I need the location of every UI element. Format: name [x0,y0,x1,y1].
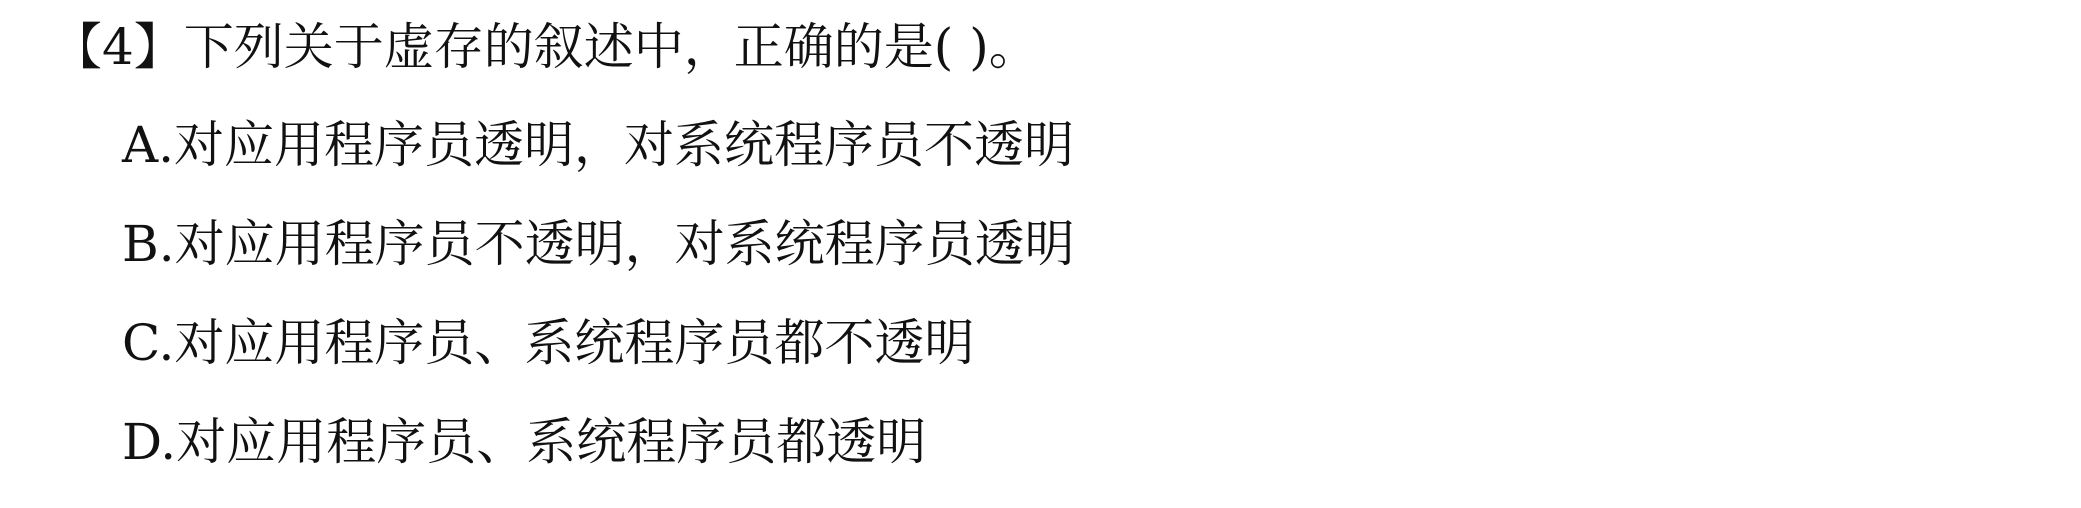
option-b: B.对应用程序员不透明，对系统程序员透明 [122,215,1075,273]
option-a: A.对应用程序员透明，对系统程序员不透明 [122,116,1075,174]
question-stem: 【4】下列关于虚存的叙述中，正确的是( )。 [52,18,1039,76]
options-list [122,112,1075,508]
option-d: D.对应用程序员、系统程序员都透明 [122,413,927,471]
option-c: C.对应用程序员、系统程序员都不透明 [122,314,975,372]
